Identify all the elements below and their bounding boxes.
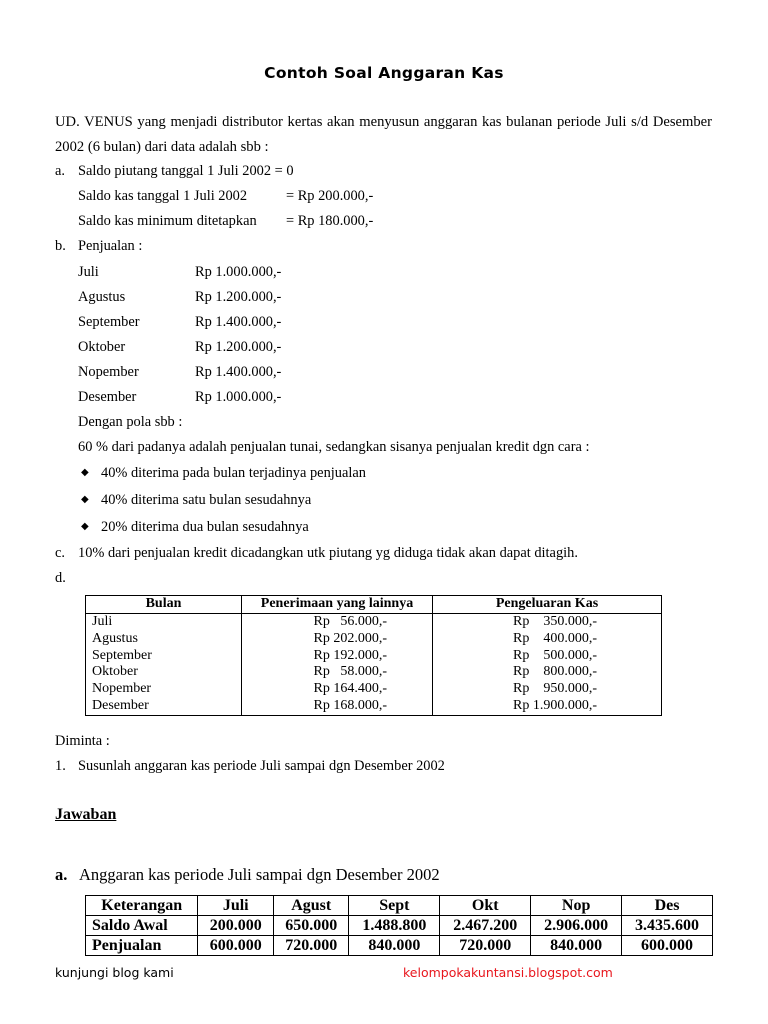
sales-month: Desember xyxy=(78,389,137,405)
table-row xyxy=(86,681,662,698)
cell-bulan: Agustus xyxy=(86,631,242,648)
cell-bulan: September xyxy=(86,648,242,665)
column-header: Sept xyxy=(349,896,440,916)
footer-text: kunjungi blog kami xyxy=(55,965,174,980)
diminta-item-marker: 1. xyxy=(55,758,66,774)
cell-bulan: Desember xyxy=(86,698,242,715)
sales-amount: Rp 1.200.000,- xyxy=(195,339,282,355)
cell-pengeluaran: Rp 400.000,- xyxy=(513,630,597,646)
table-cell: 600.000 xyxy=(622,936,713,956)
section-c-text: 10% dari penjualan kredit dicadangkan utk piutang yg diduga tidak akan dapat ditagih. xyxy=(78,545,578,561)
row-label: Saldo Awal xyxy=(86,916,198,936)
data-table-d xyxy=(85,595,662,716)
sales-month: Oktober xyxy=(78,339,126,355)
cell-pengeluaran: Rp 1.900.000,- xyxy=(513,697,597,713)
column-header: Bulan xyxy=(86,596,242,614)
intro-paragraph: UD. VENUS yang menjadi distributor kertas akan menyusun anggaran kas bulanan periode Juli s/d Desember 2002 (6 bulan) dari data adalah sbb : xyxy=(55,114,712,155)
cell-pengeluaran: Rp 350.000,- xyxy=(513,614,597,629)
section-d-marker: d. xyxy=(55,570,66,586)
column-header: Okt xyxy=(440,896,531,916)
cell-bulan: Nopember xyxy=(86,681,242,698)
column-header: Pengeluaran Kas xyxy=(433,596,662,614)
column-header: Juli xyxy=(198,896,274,916)
cell-penerimaan: Rp 192.000,- xyxy=(313,647,387,663)
saldo-kas-value: = Rp 200.000,- xyxy=(286,188,374,204)
table-row xyxy=(86,631,662,648)
diminta-item-text: Susunlah anggaran kas periode Juli sampai dgn Desember 2002 xyxy=(78,758,445,774)
jawaban-sub-marker: a. xyxy=(55,865,68,884)
sales-month: Agustus xyxy=(78,289,126,305)
table-cell: 200.000 xyxy=(198,916,274,936)
column-header: Keterangan xyxy=(86,896,198,916)
table-cell: 2.467.200 xyxy=(440,916,531,936)
sales-amount: Rp 1.000.000,- xyxy=(195,389,282,405)
anggaran-kas-table xyxy=(85,895,713,956)
column-header: Penerimaan yang lainnya xyxy=(242,596,433,614)
table-cell: 1.488.800 xyxy=(349,916,440,936)
bullet-item: 20% diterima dua bulan sesudahnya xyxy=(101,519,309,535)
cell-bulan: Juli xyxy=(86,614,242,631)
table-cell: 3.435.600 xyxy=(622,916,713,936)
section-c-marker: c. xyxy=(55,545,65,561)
table-row xyxy=(86,698,662,715)
table-cell: 840.000 xyxy=(531,936,622,956)
sales-amount: Rp 1.000.000,- xyxy=(195,264,282,280)
sales-month: Juli xyxy=(78,264,99,280)
diminta-heading: Diminta : xyxy=(55,733,110,749)
saldo-kas-minimum-value: = Rp 180.000,- xyxy=(286,213,374,229)
section-a-marker: a. xyxy=(55,163,65,179)
diamond-bullet-icon: ◆ xyxy=(81,467,89,478)
footer-blog-link[interactable]: kelompokakuntansi.blogspot.com xyxy=(403,965,613,980)
table-row xyxy=(86,614,662,631)
saldo-kas-label: Saldo kas tanggal 1 Juli 2002 xyxy=(78,188,248,204)
row-label: Penjualan xyxy=(86,936,198,956)
table-row xyxy=(86,916,713,936)
section-b-marker: b. xyxy=(55,238,66,254)
column-header: Nop xyxy=(531,896,622,916)
table-cell: 600.000 xyxy=(198,936,274,956)
cell-penerimaan: Rp 58.000,- xyxy=(313,664,387,680)
jawaban-heading: Jawaban xyxy=(55,806,117,823)
cell-bulan: Oktober xyxy=(86,664,242,681)
sales-month: Nopember xyxy=(78,364,139,380)
sales-month: September xyxy=(78,314,140,330)
pola-heading: Dengan pola sbb : xyxy=(78,414,183,430)
table-cell: 840.000 xyxy=(349,936,440,956)
table-header-row xyxy=(86,896,713,916)
cell-penerimaan: Rp 56.000,- xyxy=(313,614,387,629)
cell-pengeluaran: Rp 500.000,- xyxy=(513,647,597,663)
diamond-bullet-icon: ◆ xyxy=(81,521,89,532)
table-header-row xyxy=(86,596,662,614)
sales-amount: Rp 1.200.000,- xyxy=(195,289,282,305)
bullet-item: 40% diterima satu bulan sesudahnya xyxy=(101,492,312,508)
table-cell: 720.000 xyxy=(273,936,349,956)
sales-amount: Rp 1.400.000,- xyxy=(195,314,282,330)
saldo-piutang-line: Saldo piutang tanggal 1 Juli 2002 = 0 xyxy=(78,163,294,179)
cell-penerimaan: Rp 202.000,- xyxy=(313,630,387,646)
table-cell: 720.000 xyxy=(440,936,531,956)
pola-description: 60 % dari padanya adalah penjualan tunai, sedangkan sisanya penjualan kredit dgn cara : xyxy=(78,439,590,455)
sales-amount: Rp 1.400.000,- xyxy=(195,364,282,380)
table-row xyxy=(86,648,662,665)
cell-penerimaan: Rp 168.000,- xyxy=(313,697,387,713)
penjualan-heading: Penjualan : xyxy=(78,238,143,254)
diamond-bullet-icon: ◆ xyxy=(81,494,89,505)
page-title: Contoh Soal Anggaran Kas xyxy=(264,64,504,82)
jawaban-sub-title: Anggaran kas periode Juli sampai dgn Desember 2002 xyxy=(79,865,440,884)
cell-pengeluaran: Rp 950.000,- xyxy=(513,681,597,697)
column-header: Agust xyxy=(273,896,349,916)
table-cell: 2.906.000 xyxy=(531,916,622,936)
table-cell: 650.000 xyxy=(273,916,349,936)
table-row xyxy=(86,936,713,956)
saldo-kas-minimum-label: Saldo kas minimum ditetapkan xyxy=(78,213,257,229)
cell-pengeluaran: Rp 800.000,- xyxy=(513,664,597,680)
table-row xyxy=(86,664,662,681)
bullet-item: 40% diterima pada bulan terjadinya penjualan xyxy=(101,465,366,481)
cell-penerimaan: Rp 164.400,- xyxy=(313,681,387,697)
column-header: Des xyxy=(622,896,713,916)
